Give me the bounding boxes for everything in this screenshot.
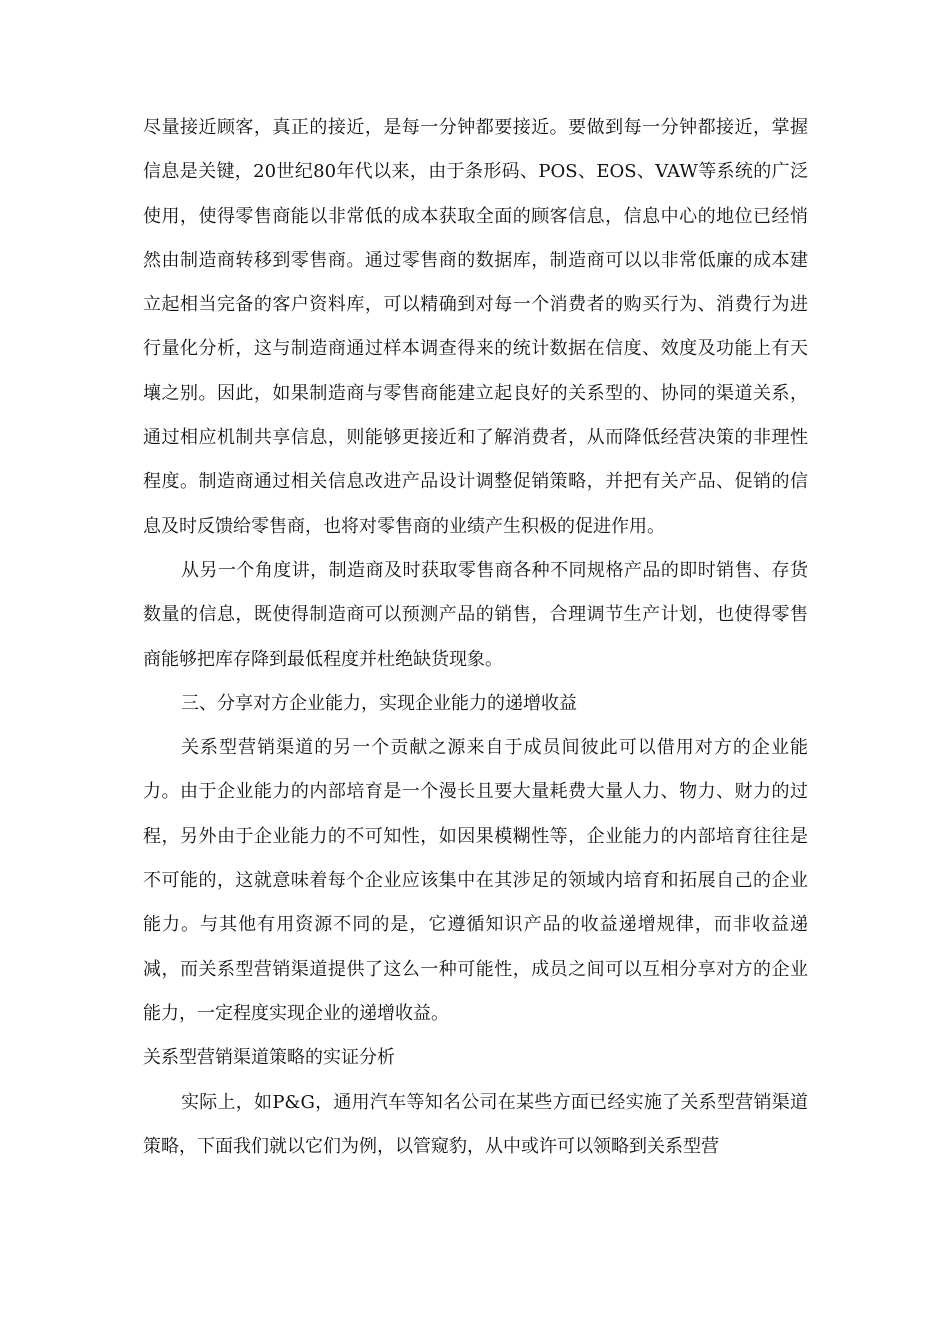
- paragraph-empirical-intro: 实际上，如P&G，通用汽车等知名公司在某些方面已经实施了关系型营销渠道策略，下面我们就以它们为例，以管窥豹，从中或许可以领略到关系型营: [143, 1091, 808, 1157]
- section-heading-empirical-analysis: 关系型营销渠道策略的实证分析: [143, 1047, 395, 1069]
- paragraph-information-sharing: 尽量接近顾客，真正的接近，是每一分钟都要接近。要做到每一分钟都接近，掌握信息是关键，20世纪80年代以来，由于条形码、POS、EOS、VAW等系统的广泛使用，使得零售商能以非常低的成本获取全面的顾客信息，信息中心的地位已经悄然由制造商转移到零售商。通过零售商的数据库，制造商可以以非常低廉的成本建立起相当完备的客户资料库，可以精确到对每一个消费者的购买行为、消费行为进行量化分析，这与制造商通过样本调查得来的统计数据在信度、效度及功能上有天壤之别。因此，如果制造商与零售商能建立起良好的关系型的、协同的渠道关系，通过相应机制共享信息，则能够更接近和了解消费者，从而降低经营决策的非理性程度。制造商通过相关信息改进产品设计调整促销策略，并把有关产品、促销的信息及时反馈给零售商，也将对零售商的业绩产生积极的促进作用。: [143, 117, 808, 537]
- paragraph-inventory-forecast: 从另一个角度讲，制造商及时获取零售商各种不同规格产品的即时销售、存货数量的信息，既使得制造商可以预测产品的销售，合理调节生产计划，也使得零售商能够把库存降到最低程度并杜绝缺货现象。: [143, 559, 808, 670]
- document-body: [143, 106, 808, 1169]
- paragraph-capability-sharing: 关系型营销渠道的另一个贡献之源来自于成员间彼此可以借用对方的企业能力。由于企业能力的内部培育是一个漫长且要大量耗费大量人力、物力、财力的过程，另外由于企业能力的不可知性，如因果模糊性等，企业能力的内部培育往往是不可能的，这就意味着每个企业应该集中在其涉足的领域内培育和拓展自己的企业能力。与其他有用资源不同的是，它遵循知识产品的收益递增规律，而非收益递减，而关系型营销渠道提供了这么一种可能性，成员之间可以互相分享对方的企业能力，一定程度实现企业的递增收益。: [143, 737, 808, 1024]
- section-heading-capability-sharing: 三、分享对方企业能力，实现企业能力的递增收益: [181, 692, 577, 714]
